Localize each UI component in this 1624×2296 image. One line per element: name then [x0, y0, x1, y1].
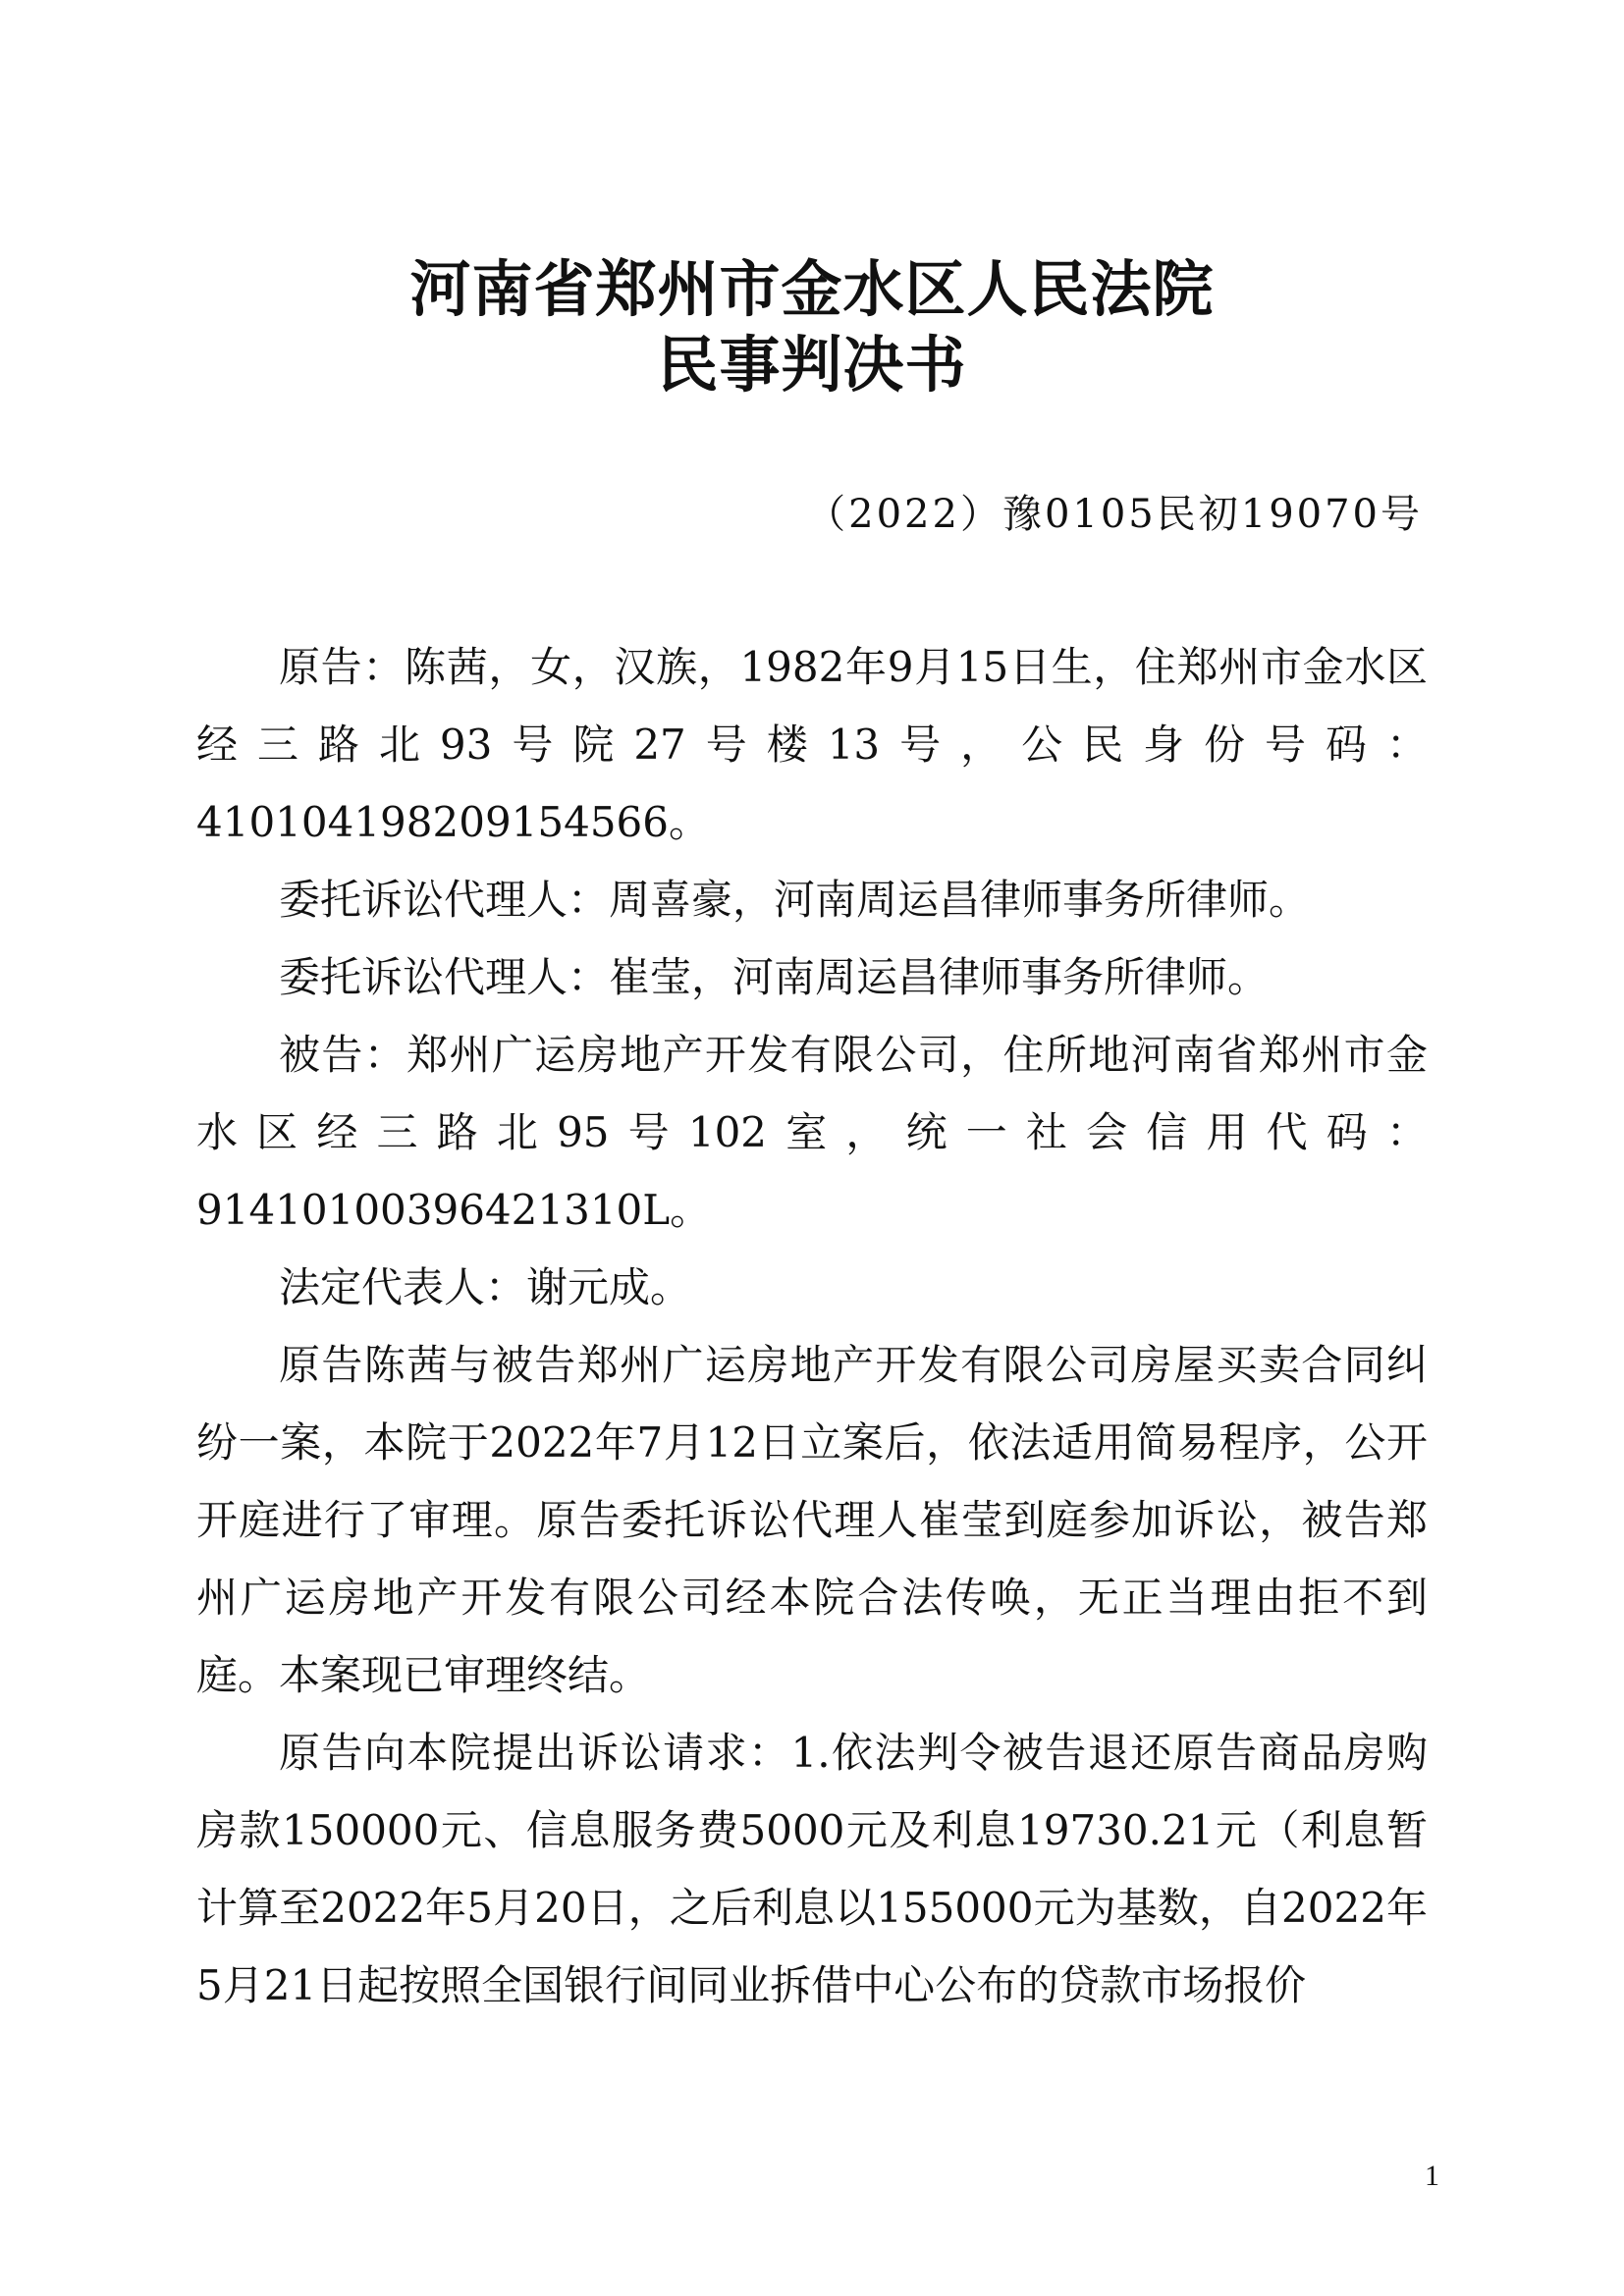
claims-paragraph: 原告向本院提出诉讼请求：1.依法判令被告退还原告商品房购房款150000元、信息服务费5000元及利息19730.21元（利息暂计算至2022年5月20日，之后利息以155000元为基数，自2022年5月21日起按照全国银行间同业拆借中心公布的贷款市场报价 [196, 1729, 1428, 2009]
defendant-paragraph: 被告：郑州广运房地产开发有限公司，住所地河南省郑州市金水区经三路北95号102室，统一社会信用代码：91410100396421310L。 [196, 1031, 1428, 1234]
case-number: （2022）豫0105民初19070号 [806, 492, 1423, 537]
plaintiff-paragraph: 原告：陈茜，女，汉族，1982年9月15日生，住郑州市金水区经三路北93号院27号楼13号，公民身份号码：410104198209154566。 [196, 643, 1428, 846]
document-type-title: 民事判决书 [657, 329, 967, 400]
legal-representative-paragraph: 法定代表人：谢元成。 [279, 1263, 692, 1311]
page-number: 1 [1425, 2160, 1439, 2192]
plaintiff-agent-2-paragraph: 委托诉讼代理人：崔莹，河南周运昌律师事务所律师。 [279, 953, 1270, 1001]
judgment-body [196, 628, 1428, 2024]
case-history-paragraph: 原告陈茜与被告郑州广运房地产开发有限公司房屋买卖合同纠纷一案，本院于2022年7月12日立案后，依法适用简易程序，公开开庭进行了审理。原告委托诉讼代理人崔莹到庭参加诉讼，被告郑州广运房地产开发有限公司经本院合法传唤，无正当理由拒不到庭。本案现已审理终结。 [196, 1341, 1428, 1699]
plaintiff-agent-1-paragraph: 委托诉讼代理人：周喜豪，河南周运昌律师事务所律师。 [279, 876, 1311, 924]
court-title: 河南省郑州市金水区人民法院 [409, 253, 1215, 325]
